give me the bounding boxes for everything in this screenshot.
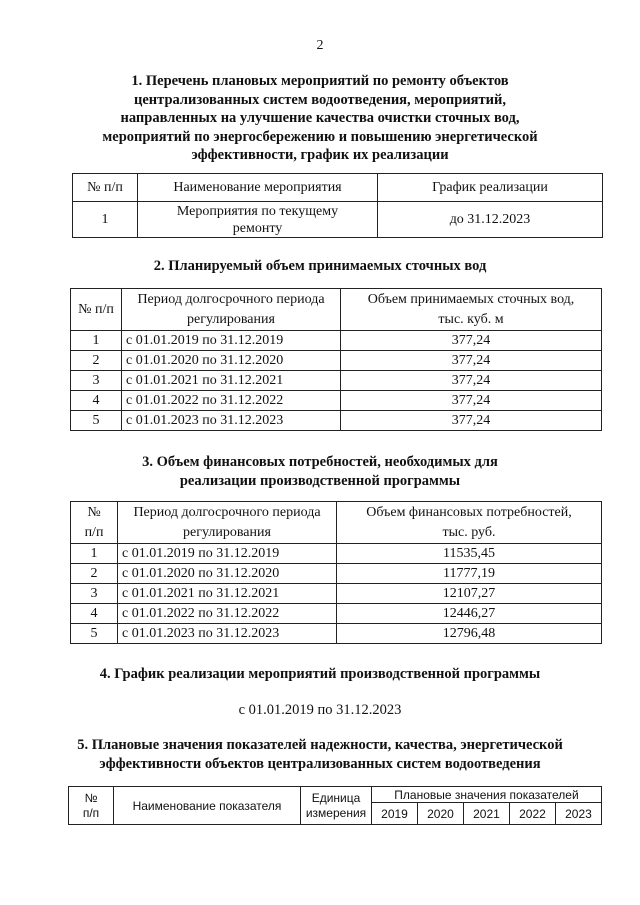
section1-title (60, 72, 580, 165)
section2-table (70, 288, 602, 431)
header-value-line: тыс. руб. (442, 524, 496, 540)
section1-title-line: направленных на улучшение качества очистки сточных вод, (120, 110, 520, 126)
row-period: с 01.01.2023 по 31.12.2023 (122, 411, 341, 431)
row-value: 12796,48 (337, 624, 602, 644)
header-num (71, 502, 118, 544)
section3-title-line: реализации производственной программы (179, 472, 461, 489)
section2-title: 2. Планируемый объем принимаемых сточных вод (153, 258, 487, 274)
header-year: 2020 (417, 803, 463, 825)
header-unit (301, 787, 372, 825)
header-period (122, 289, 341, 331)
row-value: 12446,27 (337, 604, 602, 624)
table-row (71, 564, 602, 584)
section1-title-line: централизованных систем водоотведения, мероприятий, (134, 91, 506, 108)
header-value-line: тыс. куб. м (438, 311, 504, 327)
row-num: 1 (73, 202, 138, 238)
row-value: 377,24 (341, 371, 602, 391)
row-value: 12107,27 (337, 584, 602, 604)
row-value: 377,24 (341, 331, 602, 351)
table-row (71, 331, 602, 351)
row-num: 3 (71, 371, 122, 391)
table-row (71, 584, 602, 604)
section4-period: с 01.01.2019 по 31.12.2023 (238, 702, 402, 718)
row-value: 377,24 (341, 411, 602, 431)
header-name: Наименование мероприятия (138, 174, 378, 202)
table-row (71, 624, 602, 644)
row-value: 11535,45 (337, 544, 602, 564)
row-num: 4 (71, 604, 118, 624)
header-planned-values: Плановые значения показателей (372, 787, 602, 803)
row-name (138, 202, 378, 238)
header-indicator-name: Наименование показателя (114, 787, 301, 825)
row-num: 2 (71, 564, 118, 584)
row-period: с 01.01.2022 по 31.12.2022 (118, 604, 337, 624)
header-num-line: п/п (82, 805, 100, 820)
table-row (71, 371, 602, 391)
row-period: с 01.01.2019 по 31.12.2019 (118, 544, 337, 564)
row-name-line: Мероприятия по текущему (176, 203, 339, 219)
header-value (337, 502, 602, 544)
row-schedule: до 31.12.2023 (378, 202, 603, 238)
section1-title-line: 1. Перечень плановых мероприятий по ремонту объектов (131, 73, 509, 89)
header-num: № п/п (71, 289, 122, 331)
row-value: 11777,19 (337, 564, 602, 584)
row-period: с 01.01.2019 по 31.12.2019 (122, 331, 341, 351)
header-period (118, 502, 337, 544)
header-period-line: Период долгосрочного периода (133, 504, 321, 520)
table-row (73, 202, 603, 238)
section5-title-line: 5. Плановые значения показателей надежности, качества, энергетической (77, 737, 563, 753)
row-num: 4 (71, 391, 122, 411)
header-year: 2023 (555, 803, 601, 825)
header-num-line: № (87, 504, 101, 520)
section1-title-line: эффективности, график их реализации (191, 147, 449, 163)
section5-title (20, 736, 620, 773)
header-num-line: п/п (84, 524, 104, 540)
section3-table (70, 501, 602, 644)
header-num-line: № (84, 790, 98, 805)
section3-title (60, 453, 580, 490)
row-num: 1 (71, 331, 122, 351)
header-num: № п/п (73, 174, 138, 202)
row-period: с 01.01.2021 по 31.12.2021 (118, 584, 337, 604)
header-num (69, 787, 114, 825)
row-name-line: ремонту (232, 220, 283, 236)
page-number: 2 (316, 38, 324, 53)
header-value (341, 289, 602, 331)
header-value-line: Объем принимаемых сточных вод, (367, 291, 575, 307)
table-row (71, 351, 602, 371)
row-num: 5 (71, 411, 122, 431)
row-num: 2 (71, 351, 122, 371)
row-period: с 01.01.2023 по 31.12.2023 (118, 624, 337, 644)
section4-title: 4. График реализации мероприятий производственной программы (99, 666, 541, 682)
section5-table (68, 786, 602, 825)
row-value: 377,24 (341, 391, 602, 411)
section3-title-line: 3. Объем финансовых потребностей, необходимых для (142, 454, 498, 470)
header-unit-line: измерения (305, 805, 367, 820)
header-period-line: регулирования (183, 524, 271, 540)
row-period: с 01.01.2020 по 31.12.2020 (122, 351, 341, 371)
header-unit-line: Единица (311, 790, 361, 805)
row-num: 1 (71, 544, 118, 564)
header-period-line: регулирования (187, 311, 275, 327)
header-year: 2022 (509, 803, 555, 825)
section5-title-line: эффективности объектов централизованных систем водоотведения (99, 755, 541, 772)
row-value: 377,24 (341, 351, 602, 371)
header-period-line: Период долгосрочного периода (137, 291, 325, 307)
row-num: 3 (71, 584, 118, 604)
header-value-line: Объем финансовых потребностей, (366, 504, 572, 520)
section1-table (72, 173, 603, 238)
table-row (71, 604, 602, 624)
table-row (71, 391, 602, 411)
row-num: 5 (71, 624, 118, 644)
section1-title-line: мероприятий по энергосбережению и повышению энергетической (102, 128, 538, 145)
table-row (71, 411, 602, 431)
row-period: с 01.01.2020 по 31.12.2020 (118, 564, 337, 584)
table-row (71, 544, 602, 564)
header-year: 2021 (463, 803, 509, 825)
row-period: с 01.01.2021 по 31.12.2021 (122, 371, 341, 391)
row-period: с 01.01.2022 по 31.12.2022 (122, 391, 341, 411)
header-year: 2019 (372, 803, 418, 825)
header-schedule: График реализации (378, 174, 603, 202)
